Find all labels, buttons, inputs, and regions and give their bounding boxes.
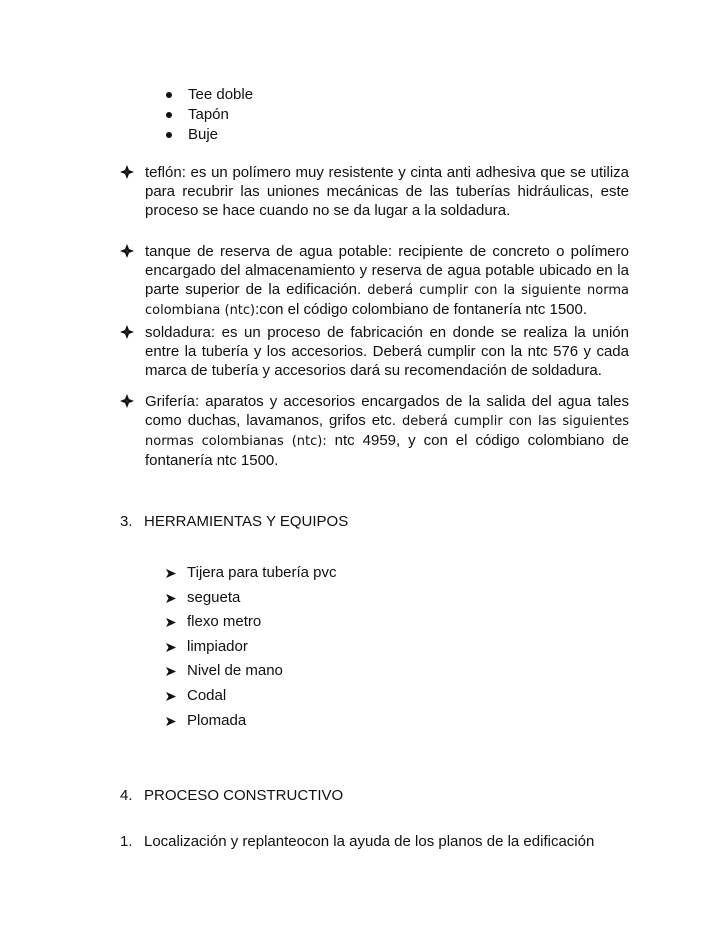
diamond-bullet-icon xyxy=(120,165,134,179)
diamond-bullet-icon xyxy=(120,394,134,408)
list-item: Plomada xyxy=(166,709,337,734)
arrow-bullet-icon xyxy=(166,667,176,676)
list-item: segueta xyxy=(166,586,337,611)
arrow-bullet-icon xyxy=(166,569,176,578)
diamond-bullet-icon xyxy=(120,325,134,339)
definition-teflon xyxy=(120,163,630,220)
definition-text: tanque de reserva de agua potable: recipiente de concreto o polímero encargado del almacenamiento y reserva de agua potable ubicado en la parte superior de la edificación. deberá cumplir con la siguiente norma colombiana (ntc):con el código colombiano de fontanería ntc 1500. xyxy=(145,243,629,318)
bullet-dot-icon xyxy=(166,112,172,118)
arrow-bullet-icon xyxy=(166,643,176,652)
list-item: Nivel de mano xyxy=(166,659,337,684)
list-item: Tapón xyxy=(166,105,253,125)
definition-text: teflón: es un polímero muy resistente y cinta anti adhesiva que se utiliza para recubrir las uniones mecánicas de las tuberías hidráulicas, este proceso se hace cuando no se da lugar a la soldadura. xyxy=(145,164,629,219)
step-heading-localizacion: 1. Localización y replanteocon la ayuda de los planos de la edificación xyxy=(120,833,595,850)
definition-tanque xyxy=(120,242,630,320)
list-item: flexo metro xyxy=(166,610,337,635)
definition-text: Grifería: aparatos y accesorios encargados de la salida del agua tales como duchas, lavamanos, grifos etc. deberá cumplir con las siguientes normas colombianas (ntc): ntc 4959, y con el código colombiano de fontanería ntc 1500. xyxy=(145,393,629,469)
definition-soldadura xyxy=(120,323,630,380)
bullet-dot-icon xyxy=(166,132,172,138)
list-item: limpiador xyxy=(166,635,337,660)
definition-text: soldadura: es un proceso de fabricación en donde se realiza la unión entre la tubería y los accesorios. Deberá cumplir con la ntc 576 y cada marca de tubería y accesorios dará su recomendación de soldadura. xyxy=(145,324,629,379)
fittings-list xyxy=(166,85,253,145)
section-heading-tools: 3. HERRAMIENTAS Y EQUIPOS xyxy=(120,513,349,530)
definition-griferia xyxy=(120,392,630,470)
list-item: Tijera para tubería pvc xyxy=(166,561,337,586)
list-item: Buje xyxy=(166,125,253,145)
section-heading-process: 4. PROCESO CONSTRUCTIVO xyxy=(120,787,344,804)
arrow-bullet-icon xyxy=(166,618,176,627)
list-item: Tee doble xyxy=(166,85,253,105)
tools-list xyxy=(166,561,337,733)
bullet-dot-icon xyxy=(166,92,172,98)
arrow-bullet-icon xyxy=(166,594,176,603)
arrow-bullet-icon xyxy=(166,692,176,701)
arrow-bullet-icon xyxy=(166,717,176,726)
list-item: Codal xyxy=(166,684,337,709)
diamond-bullet-icon xyxy=(120,244,134,258)
